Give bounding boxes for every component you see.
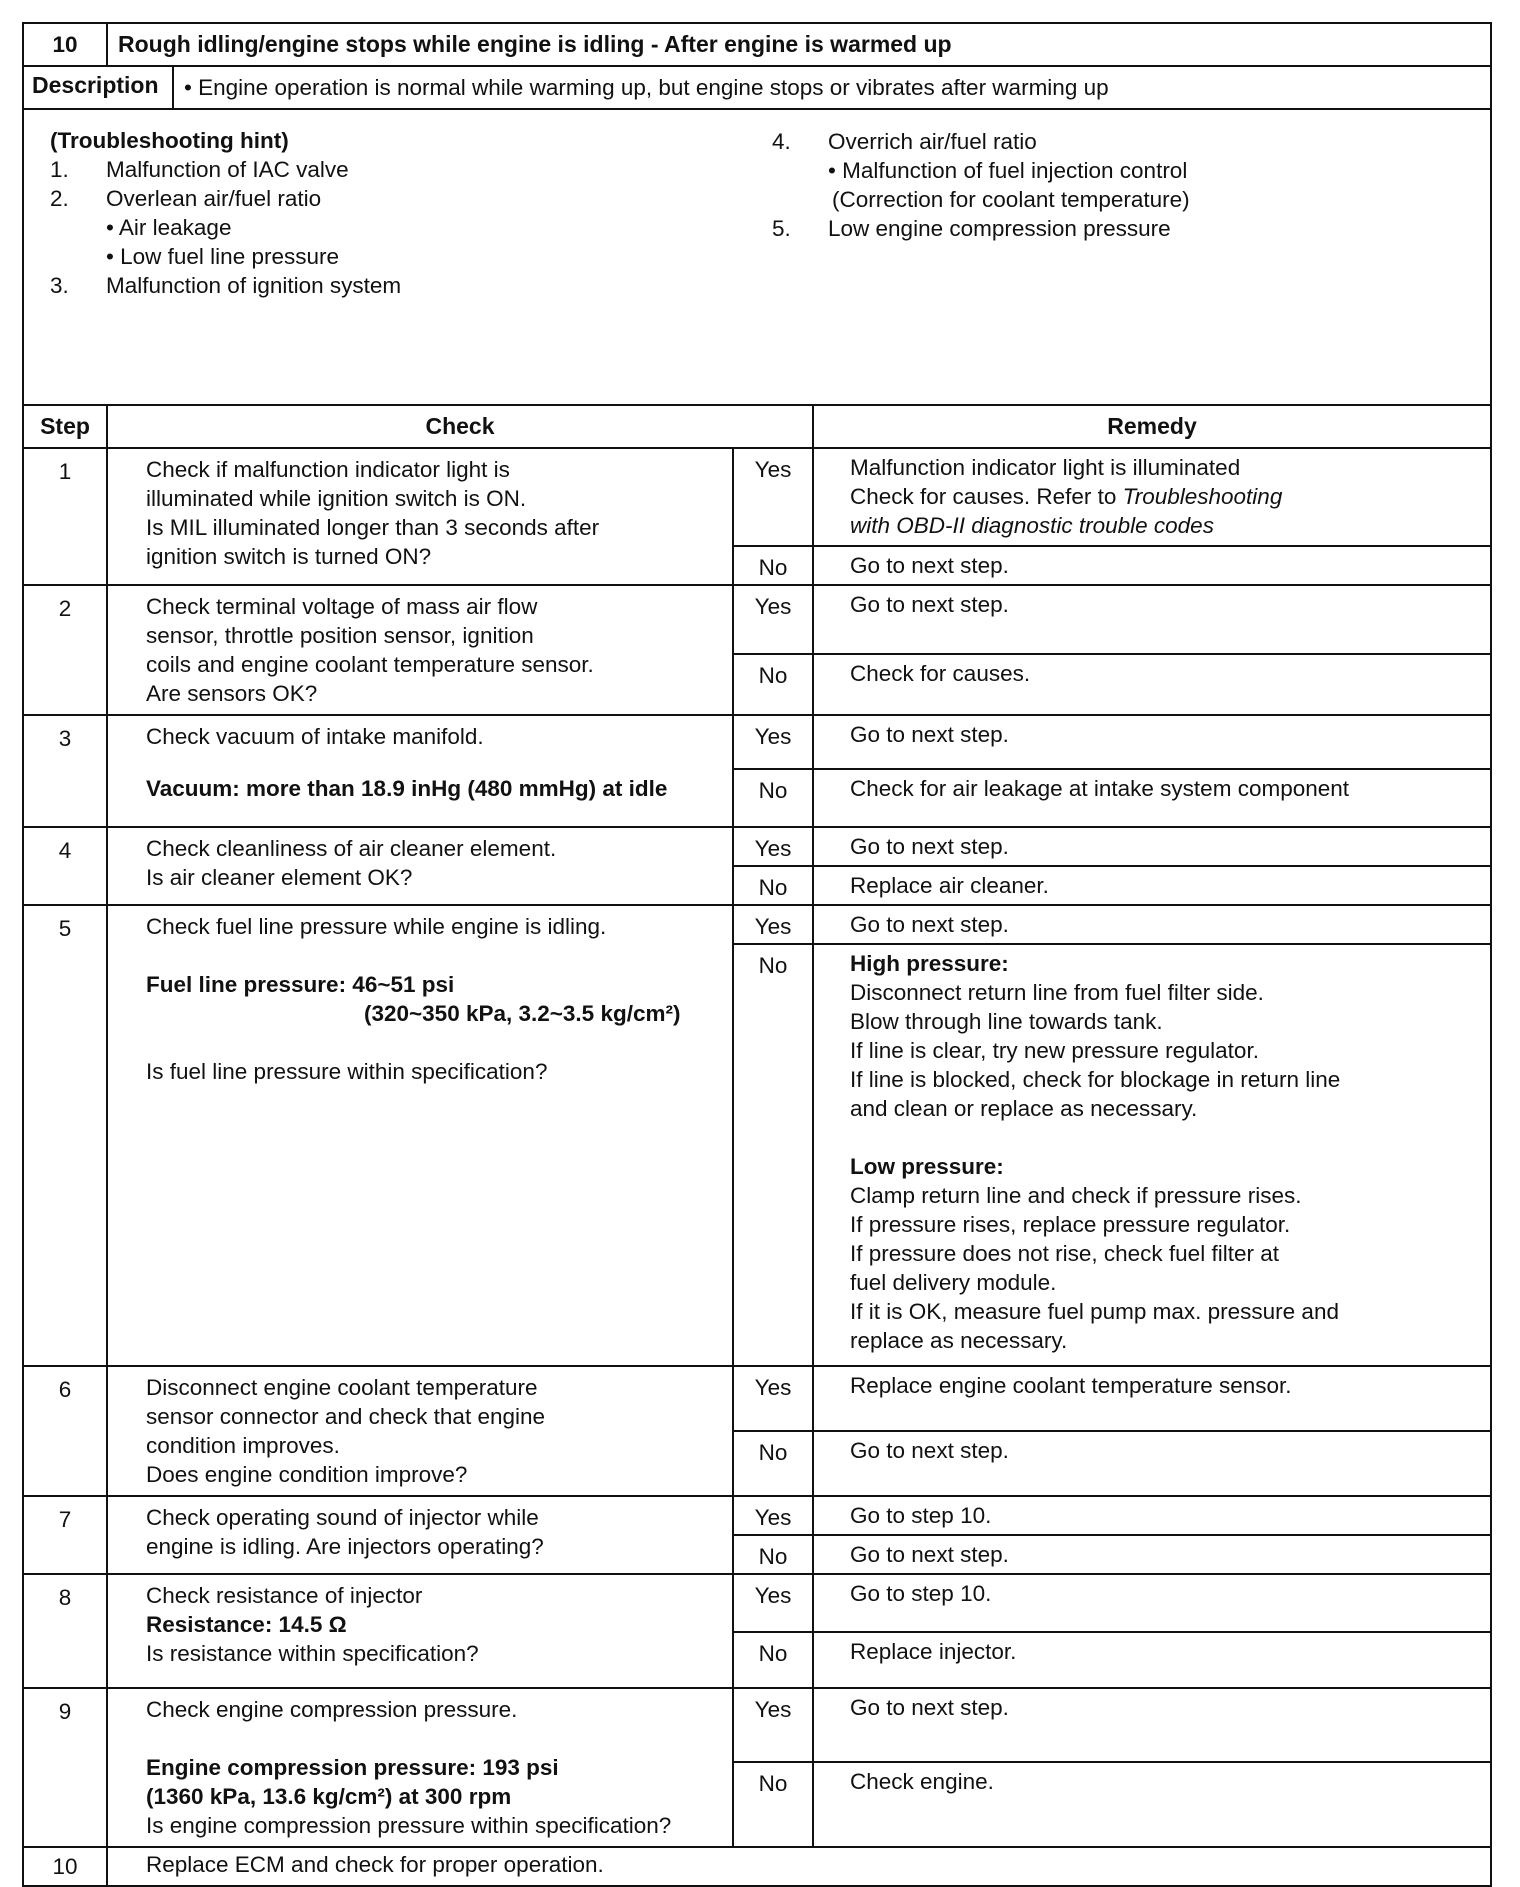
no-label: No [733,944,813,1366]
step-check [107,1688,733,1847]
remedy-reference: with OBD-II diagnostic trouble codes [850,513,1214,538]
remedy-subtitle: Low pressure: [850,1154,1004,1179]
check-question: Is resistance within specification? [146,1641,479,1666]
remedy-line: fuel delivery module. [850,1270,1057,1295]
remedy-subtitle: High pressure: [850,951,1009,976]
remedy-line: Blow through line towards tank. [850,1009,1163,1034]
hint-number: 2. [50,186,69,211]
hint-item: Malfunction of ignition system [106,273,402,298]
step-check [107,1496,733,1574]
step-number: 7 [23,1496,107,1574]
troubleshooting-page [22,22,1492,1887]
remedy-reference: Troubleshooting [1122,484,1283,509]
step-row [23,715,1491,769]
yes-label: Yes [733,1574,813,1632]
check-line: Is air cleaner element OK? [146,865,413,890]
step-row [23,1688,1491,1762]
step-number: 5 [23,905,107,1366]
remedy-line: If line is blocked, check for blockage in return line [850,1067,1341,1092]
description-row [23,66,1491,109]
no-remedy: Go to next step. [813,1431,1491,1496]
hint-row [23,109,1491,405]
hint-left-column [50,155,742,300]
remedy-column-header: Remedy [813,405,1491,448]
step-check [107,715,733,827]
no-label: No [733,769,813,827]
step-check: Replace ECM and check for proper operation. [107,1847,1491,1886]
check-line: illuminated while ignition switch is ON. [146,486,527,511]
remedy-line: and clean or replace as necessary. [850,1096,1198,1121]
step-row [23,1366,1491,1431]
no-remedy: Go to next step. [813,1535,1491,1574]
yes-remedy: Go to next step. [813,905,1491,944]
yes-label: Yes [733,715,813,769]
procedure-number: 10 [23,23,107,66]
no-label: No [733,1632,813,1688]
yes-remedy: Go to next step. [813,585,1491,654]
step-check [107,448,733,585]
step-number: 10 [23,1847,107,1886]
hint-title: (Troubleshooting hint) [50,128,289,153]
remedy-line: Disconnect return line from fuel filter side. [850,980,1264,1005]
yes-label: Yes [733,905,813,944]
check-line: coils and engine coolant temperature sensor. [146,652,594,677]
procedure-title: Rough idling/engine stops while engine is idling - After engine is warmed up [107,23,1491,66]
hint-subitem: • Air leakage [106,215,232,240]
check-line: Disconnect engine coolant temperature [146,1375,538,1400]
step-row [23,905,1491,944]
yes-remedy: Go to next step. [813,827,1491,866]
hint-number: 5. [772,216,791,241]
check-line: condition improves. [146,1433,340,1458]
check-line: Check terminal voltage of mass air flow [146,594,538,619]
hint-subitem: • Low fuel line pressure [106,244,339,269]
no-label: No [733,1535,813,1574]
hint-number: 4. [772,129,791,154]
check-spec: Resistance: 14.5 Ω [146,1612,347,1637]
yes-remedy: Go to step 10. [813,1574,1491,1632]
hint-subitem: • Malfunction of fuel injection control [828,158,1188,183]
remedy-line: If line is clear, try new pressure regulator. [850,1038,1259,1063]
check-line: sensor connector and check that engine [146,1404,546,1429]
check-column-header: Check [107,405,813,448]
step-number: 2 [23,585,107,715]
no-remedy: Replace air cleaner. [813,866,1491,905]
yes-remedy [813,448,1491,546]
remedy-line: Check for causes. Refer to [850,484,1123,509]
check-spec: Vacuum: more than 18.9 inHg (480 mmHg) at idle [146,776,668,801]
description-text: • Engine operation is normal while warming up, but engine stops or vibrates after warming up [173,66,1491,109]
check-line: Check resistance of injector [146,1583,423,1608]
check-line: Check vacuum of intake manifold. [146,724,484,749]
step-row [23,585,1491,654]
no-remedy: Check for air leakage at intake system component [813,769,1491,827]
check-line: Check if malfunction indicator light is [146,457,510,482]
yes-label: Yes [733,1688,813,1762]
hint-number: 3. [50,273,69,298]
check-spec: (320~350 kPa, 3.2~3.5 kg/cm²) [364,1001,681,1026]
hint-item: Malfunction of IAC valve [106,157,349,182]
check-line: Does engine condition improve? [146,1462,468,1487]
step-check [107,1574,733,1688]
check-line: engine is idling. Are injectors operating? [146,1534,544,1559]
step-check [107,1366,733,1496]
no-remedy [813,944,1491,1366]
step-check [107,827,733,905]
check-spec: Engine compression pressure: 193 psi [146,1755,559,1780]
step-column-header: Step [23,405,107,448]
remedy-line: Clamp return line and check if pressure rises. [850,1183,1302,1208]
step-number: 8 [23,1574,107,1688]
step-row [23,827,1491,866]
remedy-line: If pressure does not rise, check fuel filter at [850,1241,1279,1266]
no-remedy: Check engine. [813,1762,1491,1847]
no-remedy: Go to next step. [813,546,1491,585]
check-line: Check fuel line pressure while engine is idling. [146,914,607,939]
check-question: Is fuel line pressure within specification? [146,1059,548,1084]
header-table [22,22,1492,406]
step-check [107,585,733,715]
step-row [23,1574,1491,1632]
remedy-line: replace as necessary. [850,1328,1068,1353]
remedy-line: If pressure rises, replace pressure regulator. [850,1212,1291,1237]
remedy-line: If it is OK, measure fuel pump max. pressure and [850,1299,1339,1324]
yes-label: Yes [733,1496,813,1535]
hint-item: Low engine compression pressure [828,216,1171,241]
step-number: 9 [23,1688,107,1847]
remedy-line: Malfunction indicator light is illuminated [850,455,1241,480]
yes-label: Yes [733,827,813,866]
hint-subitem: (Correction for coolant temperature) [832,187,1190,212]
no-label: No [733,654,813,715]
hint-item: Overrich air/fuel ratio [828,129,1037,154]
no-label: No [733,866,813,905]
check-question: Is engine compression pressure within specification? [146,1813,672,1838]
no-remedy: Replace injector. [813,1632,1491,1688]
yes-remedy: Go to step 10. [813,1496,1491,1535]
yes-remedy: Replace engine coolant temperature sensor. [813,1366,1491,1431]
step-number: 6 [23,1366,107,1496]
step-number: 1 [23,448,107,585]
hint-number: 1. [50,157,69,182]
description-label: Description [23,66,173,109]
step-number: 3 [23,715,107,827]
check-line: Check engine compression pressure. [146,1697,518,1722]
check-spec: (1360 kPa, 13.6 kg/cm²) at 300 rpm [146,1784,512,1809]
steps-table [22,404,1492,1887]
yes-label: Yes [733,1366,813,1431]
step-row [23,448,1491,546]
no-remedy: Check for causes. [813,654,1491,715]
yes-remedy: Go to next step. [813,1688,1491,1762]
check-line: Check cleanliness of air cleaner element. [146,836,557,861]
check-line: sensor, throttle position sensor, ignition [146,623,534,648]
check-line: Is MIL illuminated longer than 3 seconds after [146,515,600,540]
yes-label: Yes [733,448,813,546]
yes-label: Yes [733,585,813,654]
step-number: 4 [23,827,107,905]
check-line: Are sensors OK? [146,681,318,706]
troubleshooting-hint [23,109,1491,405]
check-line: ignition switch is turned ON? [146,544,432,569]
column-header-row [23,405,1491,448]
check-line: Check operating sound of injector while [146,1505,539,1530]
step-row [23,1496,1491,1535]
step-row [23,1847,1491,1886]
yes-remedy: Go to next step. [813,715,1491,769]
no-label: No [733,546,813,585]
title-row [23,23,1491,66]
step-check [107,905,733,1366]
hint-item: Overlean air/fuel ratio [106,186,322,211]
no-label: No [733,1431,813,1496]
check-spec: Fuel line pressure: 46~51 psi [146,972,455,997]
no-label: No [733,1762,813,1847]
hint-right-column [742,127,1464,300]
